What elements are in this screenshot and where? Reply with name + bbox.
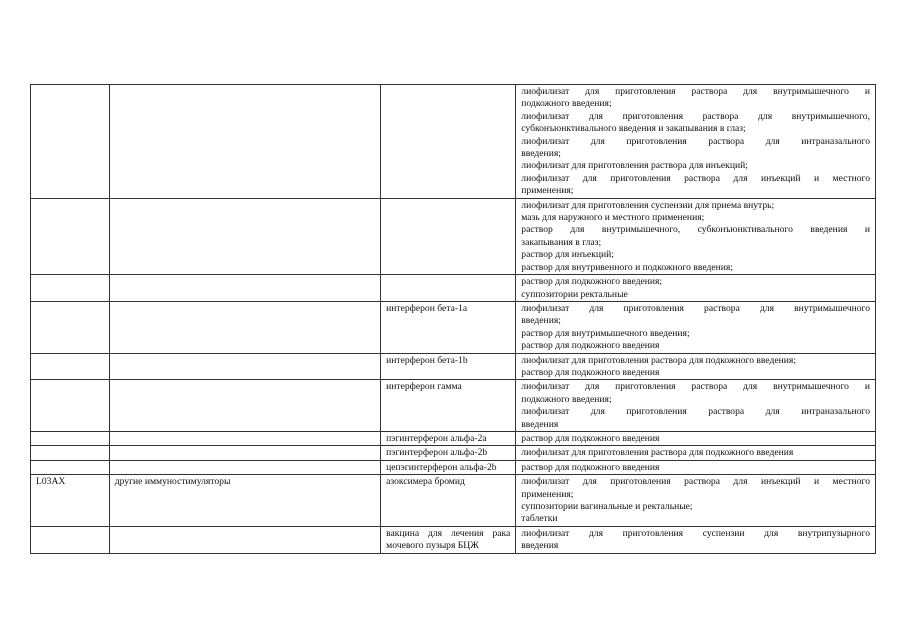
dosage-form-line: суппозитории вагинальные и ректальные; <box>521 501 693 512</box>
atc-code-cell <box>31 380 110 432</box>
atc-code-cell <box>31 460 110 474</box>
group-name-cell <box>109 380 380 432</box>
dosage-form-line: раствор для подкожного введения <box>521 461 660 473</box>
dosage-form-line: лиофилизат для приготовления раствора для внутримышечного, <box>521 110 870 122</box>
dosage-form-line: введения <box>521 540 559 552</box>
drug-name-cell: интерферон гамма <box>381 380 516 432</box>
table-row <box>31 446 876 460</box>
table-row <box>31 431 876 445</box>
drug-table-body <box>31 85 876 554</box>
group-name-cell <box>109 460 380 474</box>
dosage-form-line: раствор для подкожного введения; <box>521 276 663 288</box>
atc-code-cell <box>31 353 110 380</box>
dosage-form-line: раствор для внутримышечного введения; <box>521 327 690 339</box>
dosage-forms-cell <box>516 301 876 353</box>
dosage-form-line: субконъюнктивального введения и закапывания в глаз; <box>521 123 746 135</box>
dosage-forms-cell <box>516 353 876 380</box>
group-name-cell <box>109 198 380 274</box>
atc-code-cell <box>31 85 110 199</box>
dosage-form-line: лиофилизат для приготовления раствора для интраназального <box>521 406 870 418</box>
group-name-cell <box>109 353 380 380</box>
dosage-form-line: введения <box>521 418 559 430</box>
group-name-cell <box>109 446 380 460</box>
drug-name-cell: цепэгинтерферон альфа-2b <box>381 460 516 474</box>
drug-name-cell: пэгинтерферон альфа-2a <box>381 431 516 445</box>
dosage-forms-cell <box>516 446 876 460</box>
dosage-form-line: лиофилизат для приготовления суспензии для внутрипузырного <box>521 527 870 539</box>
table-row <box>31 353 876 380</box>
dosage-form-line: лиофилизат для приготовления раствора для инъекций и местного <box>521 172 870 184</box>
table-row <box>31 198 876 274</box>
dosage-form-line: лиофилизат для приготовления раствора для интраназального <box>521 135 870 147</box>
drug-name-cell: интерферон бета-1b <box>381 353 516 380</box>
dosage-form-line: лиофилизат для приготовления раствора для подкожного введения <box>521 447 794 459</box>
table-row <box>31 460 876 474</box>
drug-name-cell: интерферон бета-1a <box>381 301 516 353</box>
dosage-forms-cell <box>516 475 876 527</box>
dosage-form-line: лиофилизат для приготовления раствора для внутримышечного и <box>521 381 870 393</box>
dosage-form-line: подкожного введения; <box>521 98 612 110</box>
atc-code-cell <box>31 198 110 274</box>
dosage-form-line: раствор для внутримышечного, субконъюнктивального введения и <box>521 224 870 236</box>
dosage-form-line: лиофилизат для приготовления раствора для внутримышечного <box>521 302 870 314</box>
table-row <box>31 275 876 302</box>
table-row <box>31 475 876 527</box>
dosage-form-line: лиофилизат для приготовления раствора для внутримышечного и <box>521 86 870 97</box>
atc-code-cell <box>31 275 110 302</box>
dosage-forms-cell <box>516 85 876 199</box>
table-row <box>31 85 876 199</box>
group-name-cell <box>109 85 380 199</box>
drug-name-cell: вакцина для лечения рака мочевого пузыря БЦЖ <box>381 526 516 553</box>
table-row <box>31 301 876 353</box>
drug-name-cell <box>381 85 516 199</box>
drug-name-cell <box>381 198 516 274</box>
dosage-form-line: лиофилизат для приготовления раствора для подкожного введения; <box>521 354 797 366</box>
group-name-cell <box>109 275 380 302</box>
group-name-cell <box>109 301 380 353</box>
dosage-form-line: применения; <box>521 488 574 500</box>
dosage-form-line: раствор для внутривенного и подкожного введения; <box>521 261 733 273</box>
dosage-form-line: введения; <box>521 315 561 327</box>
drug-name-cell <box>381 275 516 302</box>
dosage-forms-cell <box>516 526 876 553</box>
dosage-form-line: мазь для наружного и местного применения; <box>521 212 705 224</box>
dosage-form-line: введения; <box>521 148 561 160</box>
dosage-form-line: закапывания в глаз; <box>521 236 602 248</box>
table-row <box>31 526 876 553</box>
atc-code-cell <box>31 301 110 353</box>
dosage-forms-cell <box>516 460 876 474</box>
dosage-form-line: раствор для подкожного введения <box>521 340 660 352</box>
atc-code-cell <box>31 526 110 553</box>
dosage-form-line: раствор для подкожного введения <box>521 432 660 444</box>
dosage-form-line: раствор для инъекций; <box>521 249 614 261</box>
dosage-form-line: применения; <box>521 185 574 197</box>
dosage-form-line: подкожного введения; <box>521 393 612 405</box>
dosage-form-line: лиофилизат для приготовления раствора для инъекций и местного <box>521 476 870 488</box>
dosage-forms-cell <box>516 275 876 302</box>
group-name-cell <box>109 526 380 553</box>
atc-code-cell <box>31 431 110 445</box>
dosage-forms-cell <box>516 198 876 274</box>
dosage-form-line: лиофилизат для приготовления раствора для инъекций; <box>521 160 748 172</box>
dosage-form-line: раствор для подкожного введения <box>521 366 660 378</box>
group-name-cell: другие иммуностимуляторы <box>109 475 380 527</box>
group-name-cell <box>109 431 380 445</box>
table-row <box>31 380 876 432</box>
dosage-forms-cell <box>516 380 876 432</box>
drug-name-cell: пэгинтерферон альфа-2b <box>381 446 516 460</box>
drug-table <box>30 84 876 554</box>
dosage-forms-cell <box>516 431 876 445</box>
dosage-form-line: суппозитории ректальные <box>521 288 628 300</box>
atc-code-cell <box>31 446 110 460</box>
atc-code-cell: L03AX <box>31 475 110 527</box>
dosage-form-line: таблетки <box>521 513 558 525</box>
drug-name-cell: азоксимера бромид <box>381 475 516 527</box>
dosage-form-line: лиофилизат для приготовления суспензии для приема внутрь; <box>521 199 775 211</box>
